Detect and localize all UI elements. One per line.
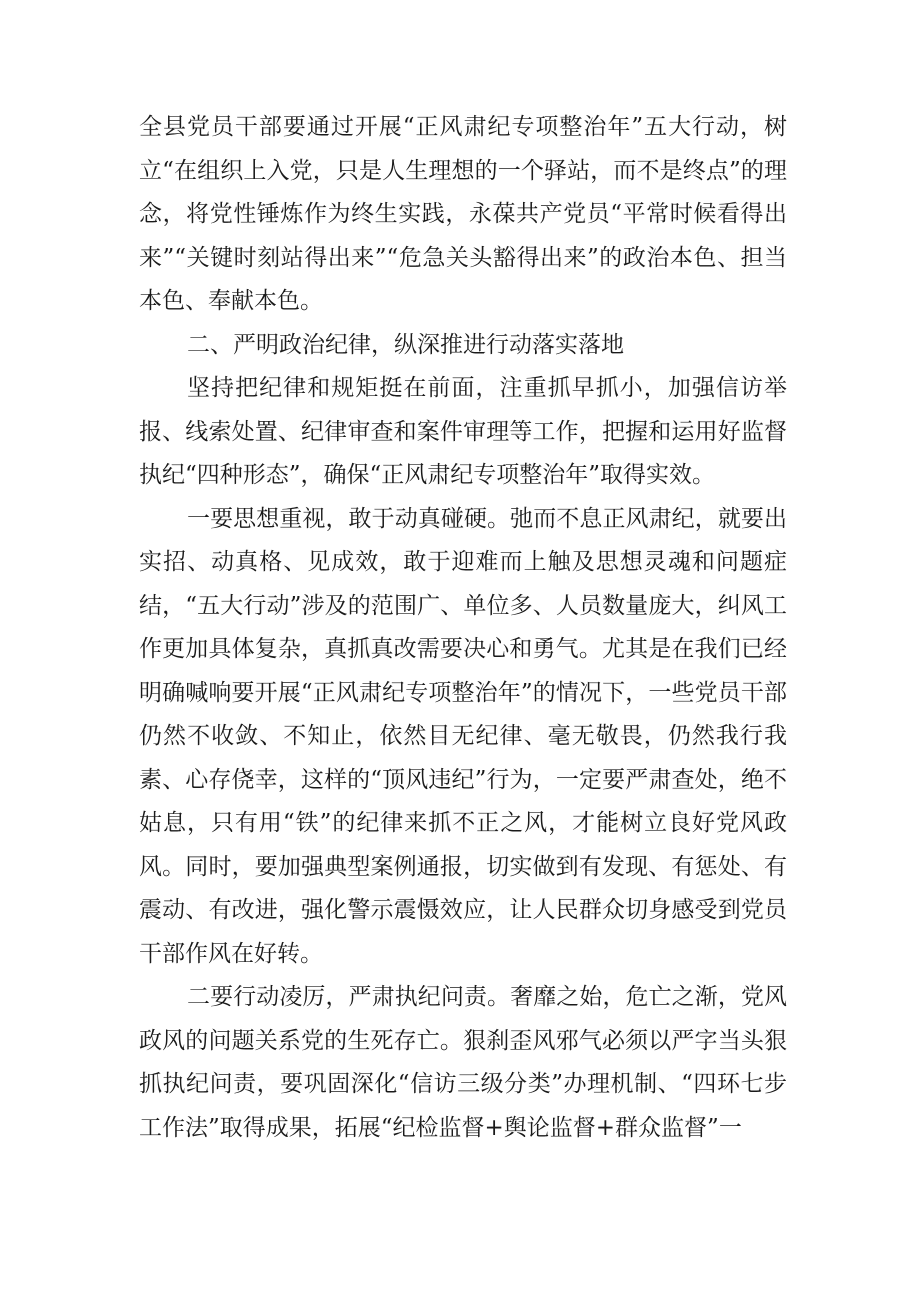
document-page (139, 106, 787, 1150)
paragraph-discipline: 坚持把纪律和规矩挺在前面，注重抓早抓小，加强信访举报、线索处置、纪律审查和案件审理等工作，把握和运用好监督执纪“四种形态”，确保“正风肃纪专项整治年”取得实效。 (139, 375, 787, 488)
paragraph-intro: 全县党员干部要通过开展“正风肃纪专项整治年”五大行动，树立“在组织上入党，只是人生理想的一个驿站，而不是终点”的理念，将党性锤炼作为终生实践，永葆共产党员“平常时候看得出来”“关键时刻站得出来”“危急关头豁得出来”的政治本色、担当本色、奉献本色。 (139, 114, 787, 314)
section-heading: 二、严明政治纪律，纵深推进行动落实落地 (187, 331, 624, 358)
paragraph-point-two: 二要行动凌厉，严肃执纪问责。奢靡之始，危亡之渐，党风政风的问题关系党的生死存亡。狠刹歪风邪气必须以严字当头狠抓执纪问责，要巩固深化“信访三级分类”办理机制、“四环七步工作法”取得成果，拓展“纪检监督+舆论监督+群众监督”一 (139, 984, 787, 1141)
paragraph-point-one: 一要思想重视，敢于动真碰硬。弛而不息正风肃纪，就要出实招、动真格、见成效，敢于迎难而上触及思想灵魂和问题症结，“五大行动”涉及的范围广、单位多、人员数量庞大，纠风工作更加具体复杂，真抓真改需要决心和勇气。尤其是在我们已经明确喊响要开展“正风肃纪专项整治年”的情况下，一些党员干部仍然不收敛、不知止，依然目无纪律、毫无敬畏，仍然我行我素、心存侥幸，这样的“顶风违纪”行为，一定要严肃查处，绝不姑息，只有用“铁”的纪律来抓不正之风，才能树立良好党风政风。同时，要加强典型案例通报，切实做到有发现、有惩处、有震动、有改进，强化警示震慑效应，让人民群众切身感受到党员干部作风在好转。 (139, 505, 787, 967)
